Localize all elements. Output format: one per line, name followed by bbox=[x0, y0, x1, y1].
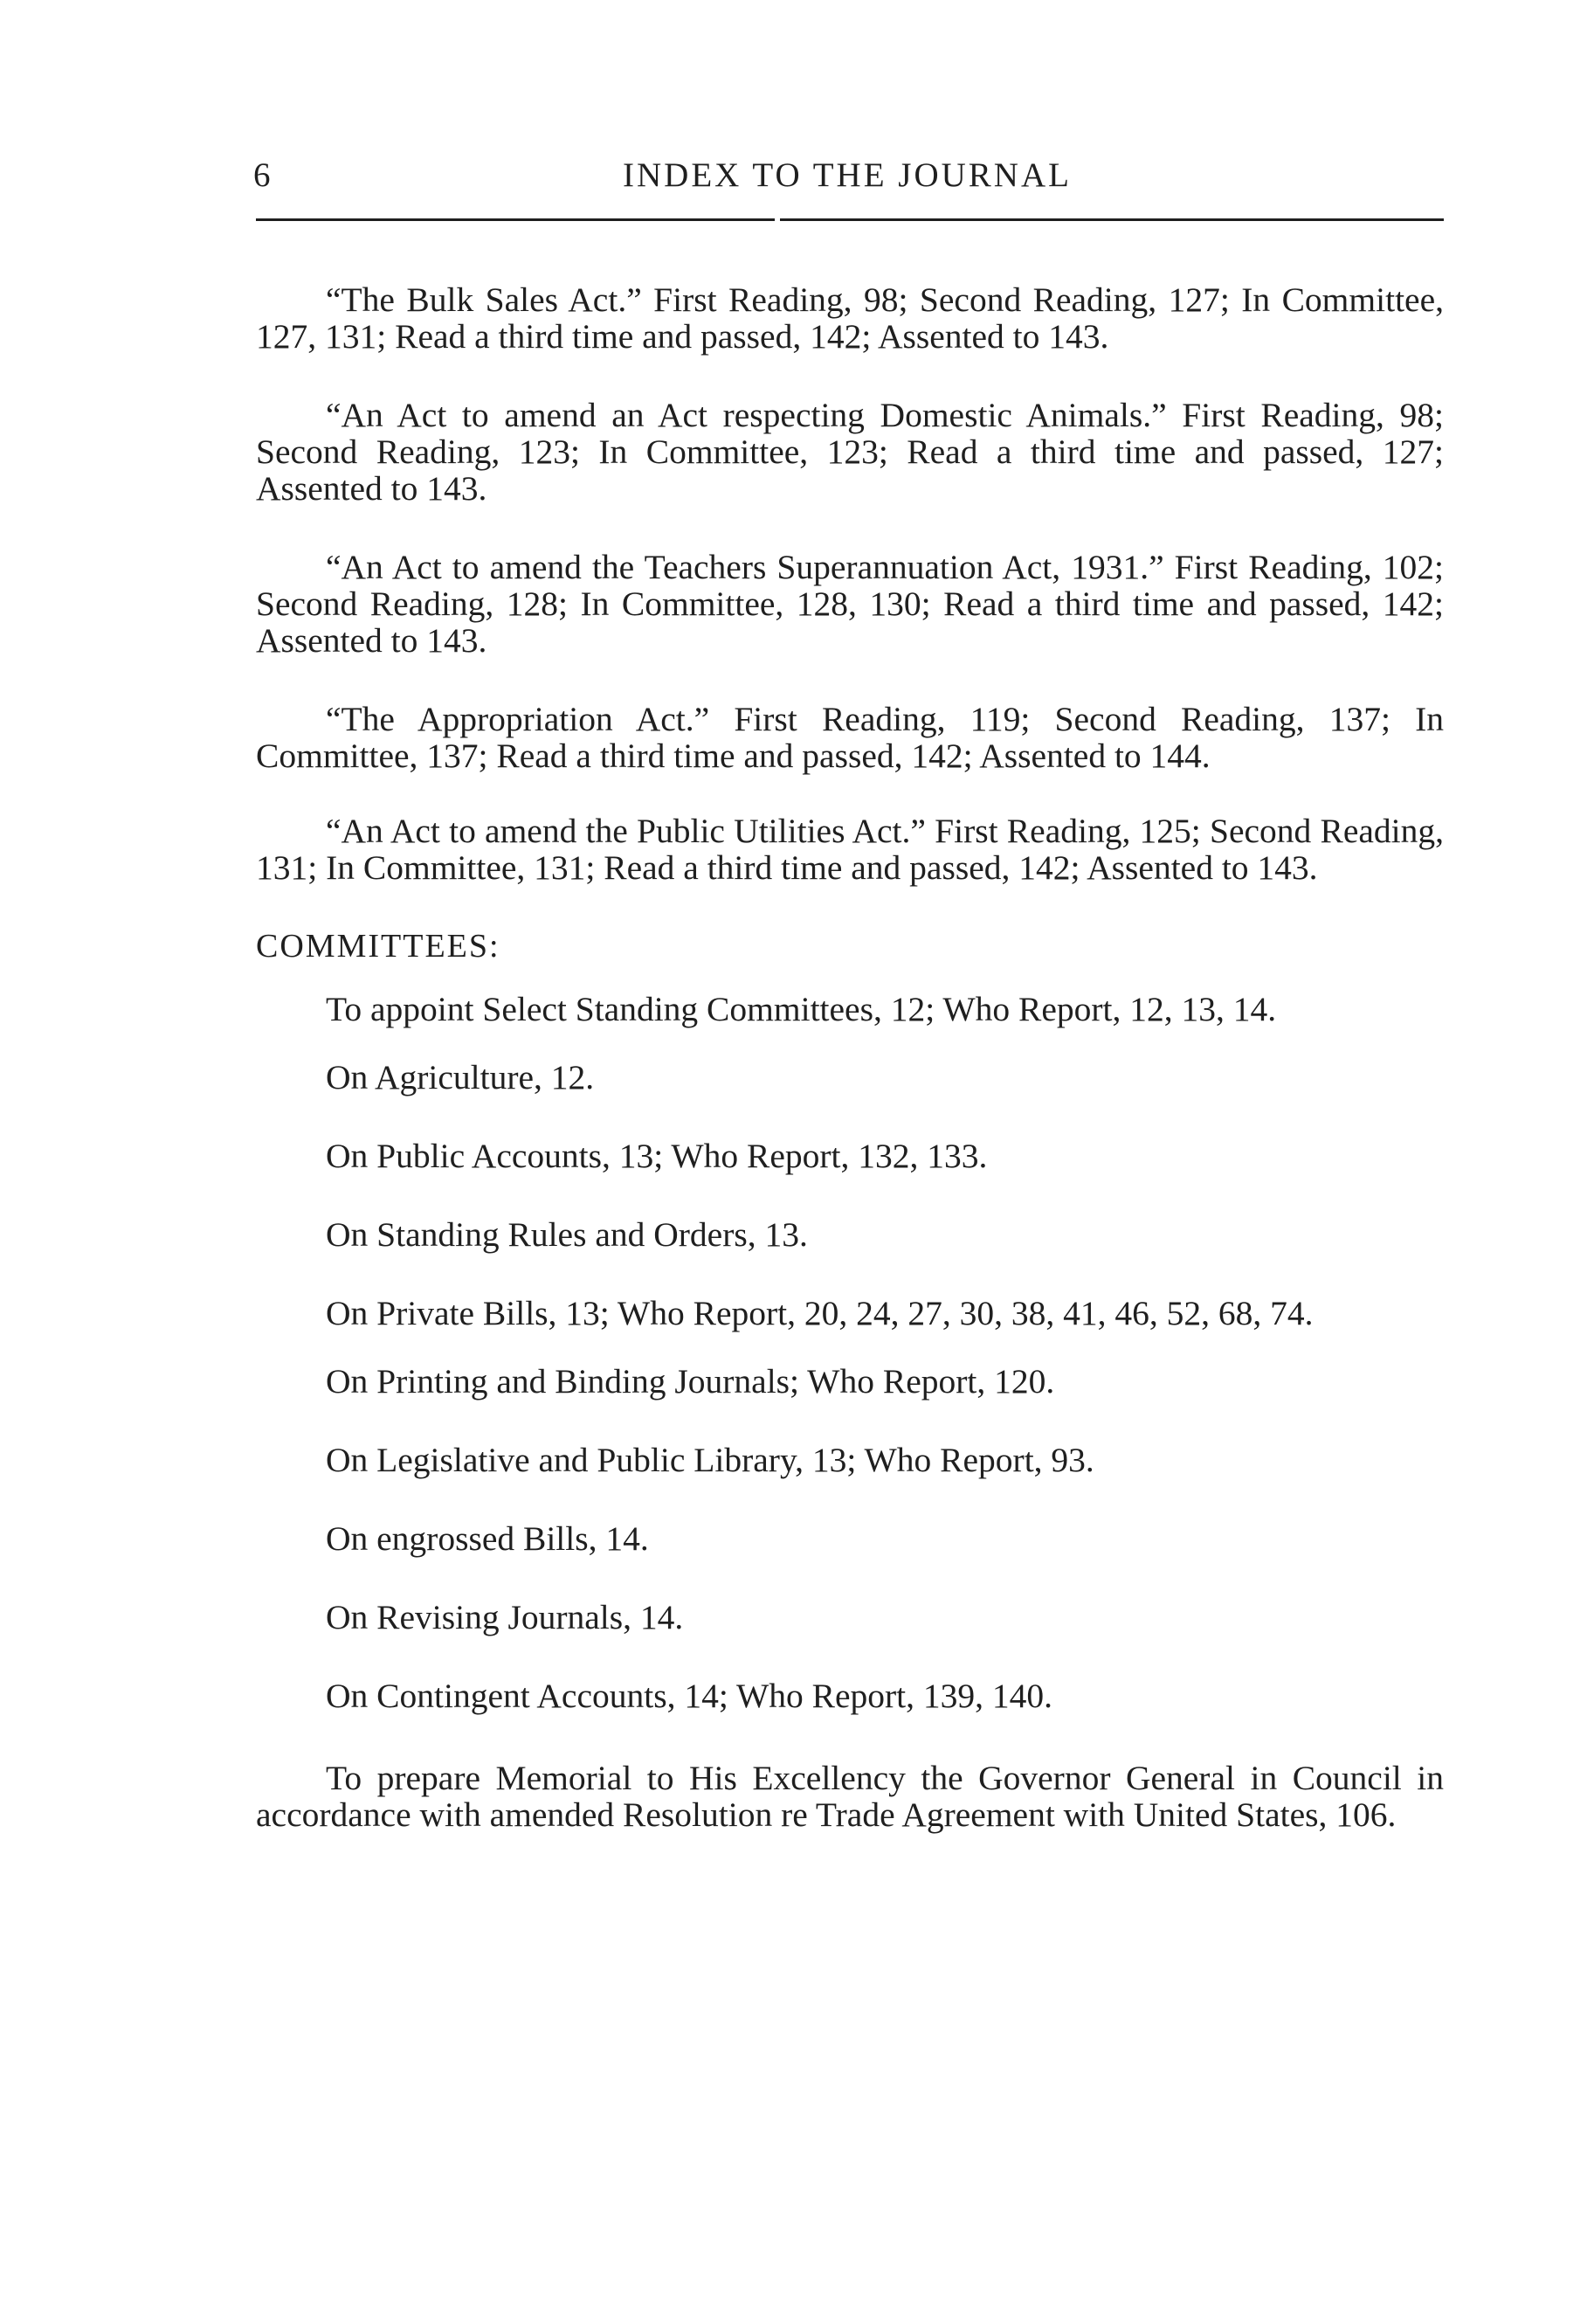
committee-entry-contingent-accounts: On Contingent Accounts, 14; Who Report, 139, 140. bbox=[326, 1677, 1053, 1715]
index-content bbox=[256, 281, 1444, 1833]
header-rule-left bbox=[256, 218, 775, 221]
bill-entry-public-utilities: “An Act to amend the Public Utilities Act.” First Reading, 125; Second Reading, 131; In Committee, 131; Read a third time and passed, 142; Assented to 143. bbox=[256, 812, 1444, 887]
committee-entry-private-bills: On Private Bills, 13; Who Report, 20, 24, 27, 30, 38, 41, 46, 52, 68, 74. bbox=[326, 1294, 1314, 1332]
committees-heading: COMMITTEES: bbox=[256, 928, 500, 965]
committee-entry-engrossed-bills: On engrossed Bills, 14. bbox=[326, 1519, 649, 1558]
header-rule-right bbox=[780, 218, 1444, 221]
bill-entry-teachers-superannuation: “An Act to amend the Teachers Superannuation Act, 1931.” First Reading, 102; Second Reading, 128; In Committee, 128, 130; Read a third time and passed, 142; Assented to 143. bbox=[256, 548, 1444, 660]
committee-entry-agriculture: On Agriculture, 12. bbox=[326, 1058, 595, 1096]
committee-entry-revising-journals: On Revising Journals, 14. bbox=[326, 1598, 684, 1636]
page-number: 6 bbox=[253, 156, 272, 194]
committee-entry-select-standing: To appoint Select Standing Committees, 12; Who Report, 12, 13, 14. bbox=[326, 990, 1277, 1028]
committee-entry-public-accounts: On Public Accounts, 13; Who Report, 132, 133. bbox=[326, 1137, 988, 1175]
bill-entry-domestic-animals: “An Act to amend an Act respecting Domestic Animals.” First Reading, 98; Second Reading, 123; In Committee, 123; Read a third time and passed, 127; Assented to 143. bbox=[256, 396, 1444, 508]
running-head-title: INDEX TO THE JOURNAL bbox=[623, 156, 1072, 194]
bill-entry-appropriation: “The Appropriation Act.” First Reading, 119; Second Reading, 137; In Committee, 137; Read a third time and passed, 142; Assented to 144. bbox=[256, 700, 1444, 775]
committee-entry-library: On Legislative and Public Library, 13; Who Report, 93. bbox=[326, 1441, 1094, 1479]
page-header bbox=[253, 156, 1441, 217]
committee-entry-printing-binding: On Printing and Binding Journals; Who Report, 120. bbox=[326, 1362, 1055, 1401]
committee-entry-memorial: To prepare Memorial to His Excellency the Governor General in Council in accordance with amended Resolution re Trade Agreement with United States, 106. bbox=[256, 1759, 1444, 1834]
committee-entry-standing-rules: On Standing Rules and Orders, 13. bbox=[326, 1215, 808, 1254]
bill-entry-bulk-sales: “The Bulk Sales Act.” First Reading, 98; Second Reading, 127; In Committee, 127, 131; Read a third time and passed, 142; Assented to 143. bbox=[256, 280, 1444, 356]
